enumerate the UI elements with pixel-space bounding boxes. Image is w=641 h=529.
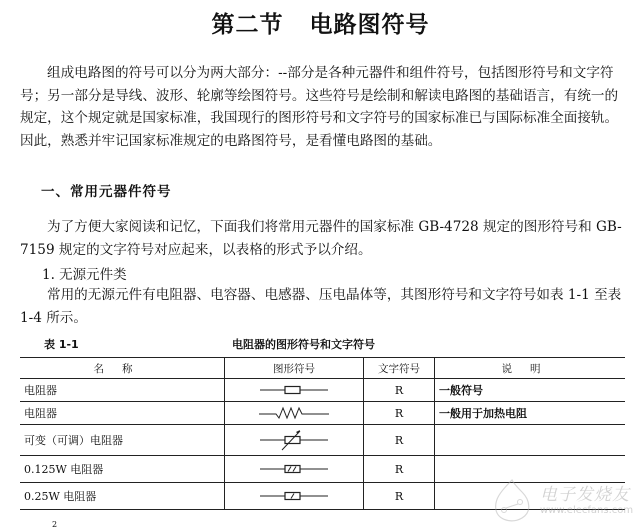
header-letter-symbol: 文字符号 <box>364 358 435 379</box>
header-graphic-symbol: 图形符号 <box>225 358 364 379</box>
table-header-row <box>20 358 625 379</box>
resistor-zigzag-icon <box>259 406 329 420</box>
table-row <box>20 379 625 402</box>
resistor-rectangle-icon <box>260 385 328 395</box>
watermark-url: www.elecfans.com <box>540 505 634 516</box>
cell-letter: R <box>364 456 435 483</box>
page-fragment: 2 <box>52 520 58 529</box>
elecfans-watermark <box>490 478 640 526</box>
subsection1-paragraph: 常用的无源元件有电阻器、电容器、电感器、压电晶体等，其图形符号和文字符号如表 1-1 至表 1-4 所示。 <box>20 287 622 326</box>
cell-name: 0.125W 电阻器 <box>20 456 225 483</box>
section1-heading: 一、常用元器件符号 <box>41 184 172 200</box>
subsection1-heading: 1. 无源元件类 <box>42 267 127 283</box>
header-description: 说明 <box>435 358 626 379</box>
table-caption: 电阻器的图形符号和文字符号 <box>232 338 375 351</box>
variable-resistor-icon <box>260 428 328 452</box>
watermark-brand: 电子发烧友 <box>540 485 630 505</box>
cell-note: 一般用于加热电阻 <box>435 402 626 425</box>
intro-paragraph: 组成电路图的符号可以分为两大部分：--部分是各种元器件和组件符号，包括图形符号和文字符号；另一部分是导线、波形、轮廓等绘图符号。这些符号是绘制和解读电路图的基础语言，有统一的规定，这个规定就是国家标准，我国现行的图形符号和文字符号的国家标准已与国际标准全面接轨。因此，熟悉并牢记国家标准规定的电路图符号，是看懂电路图的基础。 <box>20 65 619 149</box>
cell-letter: R <box>364 402 435 425</box>
section-title: 电路图符号 <box>309 11 430 38</box>
cell-note <box>435 425 626 456</box>
cell-letter: R <box>364 379 435 402</box>
table-row <box>20 425 625 456</box>
cell-name: 0.25W 电阻器 <box>20 483 225 510</box>
resistor-025w-icon <box>260 491 328 501</box>
cell-note: 一般符号 <box>435 379 626 402</box>
cell-name: 电阻器 <box>20 379 225 402</box>
section1-paragraph: 为了方便大家阅读和记忆，下面我们将常用元器件的国家标准 GB-4728 规定的图形符号和 GB-7159 规定的文字符号对应起来，以表格的形式予以介绍。 <box>20 219 622 258</box>
elecfans-logo-icon <box>490 478 536 524</box>
table-row <box>20 402 625 425</box>
resistor-0125w-icon <box>260 464 328 474</box>
table-label: 表 1-1 <box>44 338 79 351</box>
section-number: 第二节 <box>211 11 284 38</box>
page-title <box>0 6 641 39</box>
cell-name: 可变（可调）电阻器 <box>20 425 225 456</box>
cell-letter: R <box>364 483 435 510</box>
header-name: 名称 <box>20 358 225 379</box>
cell-letter: R <box>364 425 435 456</box>
cell-name: 电阻器 <box>20 402 225 425</box>
